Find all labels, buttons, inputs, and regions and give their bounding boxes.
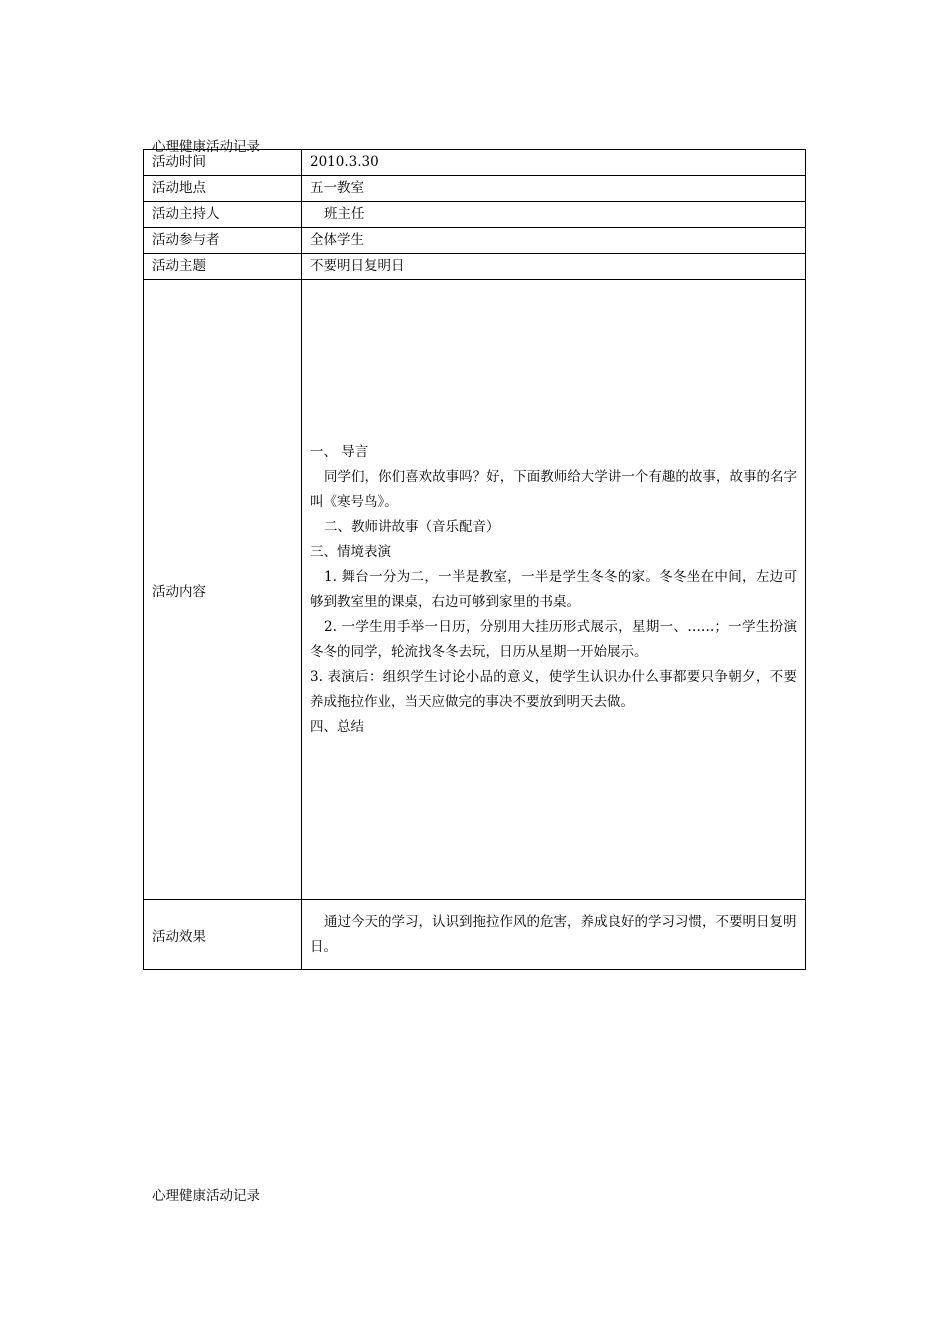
- table-row-effect: [144, 900, 806, 970]
- activity-record-table: [143, 149, 806, 970]
- table-row: [144, 228, 806, 254]
- table-row: [144, 202, 806, 228]
- field-label-time: 活动时间: [144, 150, 302, 176]
- content-paragraph: 四、总结: [310, 718, 364, 735]
- content-paragraph: 二、教师讲故事（音乐配音）: [324, 518, 500, 535]
- field-value-content: [302, 280, 806, 900]
- document-footer-title: 心理健康活动记录: [152, 1188, 260, 1204]
- content-paragraph: 2. 一学生用手举一日历，分别用大挂历形式展示，星期一、……；一学生扮演冬冬的同学，轮流找冬冬去玩，日历从星期一开始展示。: [310, 618, 797, 660]
- table-row-content: [144, 280, 806, 900]
- field-value-effect: [302, 900, 806, 970]
- table-row: [144, 254, 806, 280]
- field-value-participants: 全体学生: [302, 228, 806, 254]
- host-value-text: 班主任: [324, 206, 365, 222]
- field-value-location: 五一教室: [302, 176, 806, 202]
- document-header-title: 心理健康活动记录: [152, 139, 260, 155]
- table-row: [144, 150, 806, 176]
- field-label-theme: 活动主题: [144, 254, 302, 280]
- content-block: [310, 440, 797, 740]
- field-value-theme: 不要明日复明日: [302, 254, 806, 280]
- content-paragraph: 3. 表演后：组织学生讨论小品的意义，使学生认识办什么事都要只争朝夕，不要养成拖拉作业，当天应做完的事决不要放到明天去做。: [310, 668, 797, 710]
- effect-text: 通过今天的学习，认识到拖拉作风的危害，养成良好的学习习惯，不要明日复明日。: [310, 913, 797, 955]
- content-paragraph: 1. 舞台一分为二，一半是教室，一半是学生冬冬的家。冬冬坐在中间，左边可够到教室里的课桌，右边可够到家里的书桌。: [310, 568, 797, 610]
- field-label-host: 活动主持人: [144, 202, 302, 228]
- content-paragraph: 三、情境表演: [310, 543, 391, 560]
- field-label-participants: 活动参与者: [144, 228, 302, 254]
- field-label-content: 活动内容: [144, 280, 302, 900]
- content-paragraph: 一、 导言: [310, 443, 369, 460]
- content-paragraph: 同学们，你们喜欢故事吗？好，下面教师给大学讲一个有趣的故事，故事的名字叫《寒号鸟》。: [310, 468, 797, 510]
- field-value-host: [302, 202, 806, 228]
- field-label-effect: 活动效果: [144, 900, 302, 970]
- field-label-location: 活动地点: [144, 176, 302, 202]
- table-row: [144, 176, 806, 202]
- field-value-time: 2010.3.30: [302, 150, 806, 176]
